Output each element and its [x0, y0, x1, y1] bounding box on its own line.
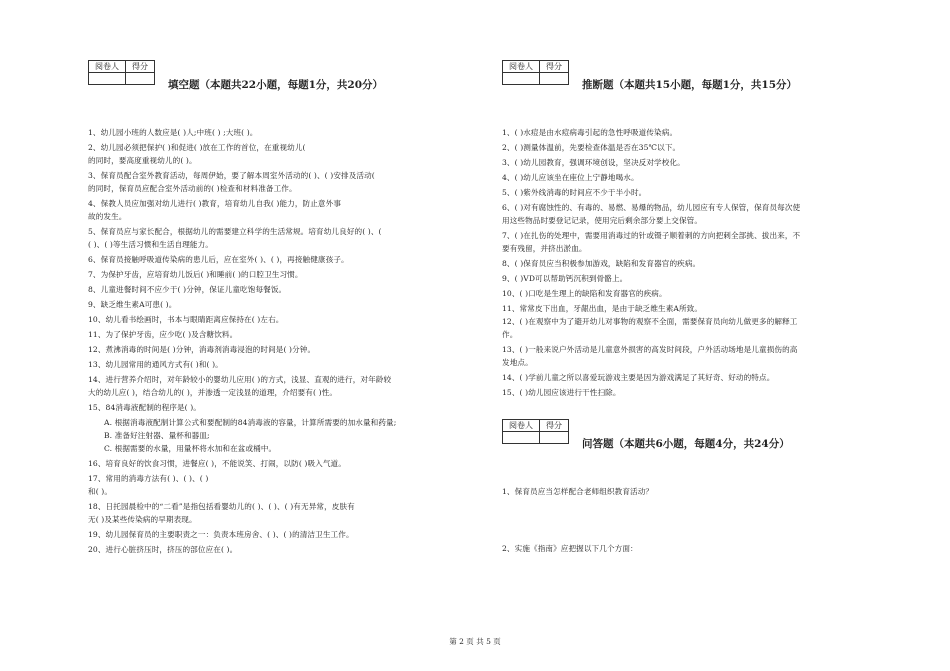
fill-question-line: ( )、( )等生活习惯和生活自理能力。 — [88, 240, 213, 249]
judge-question-line: 6、( )对有腐蚀性的、有毒的、易燃、易爆的物品，幼儿园应有专人保管，保育员每次使 — [502, 203, 801, 212]
fill-question-line: 20、进行心脏挤压时，挤压的部位应在( )。 — [88, 545, 238, 554]
qa-question-2: 2、实施《指南》应把握以下几个方面： — [502, 544, 638, 553]
score-label: 得分 — [540, 61, 569, 73]
fill-question-line: 大的幼儿应( )，结合幼儿的( )，并渗透一定浅显的道理，介绍要有( )性。 — [88, 388, 338, 397]
judge-question-line: 发地点。 — [502, 358, 533, 367]
fill-question-line: 15、84消毒液配制的程序是( )。 — [88, 403, 201, 412]
judge-question-line: 12、( )在观察中为了避开幼儿对事物的观察不全面，需要保育员向幼儿做更多的解释工 — [502, 317, 798, 326]
judge-score-table — [502, 60, 569, 85]
fill-question-line: 14、进行营养介绍时，对年龄较小的婴幼儿应用( )的方式，浅显、直观的进行，对年龄较 — [88, 375, 392, 384]
fill-question-line: 19、幼儿园保育员的主要职责之一：负责本班房舍、( )、( )的清洁卫生工作。 — [88, 530, 354, 539]
fill-question-line: A. 根据消毒液配制计算公式和要配制的84消毒液的容量，计算所需要的加水量和药量; — [104, 418, 397, 427]
judge-question-line: 11、常常皮下出血，牙龈出血，是由于缺乏维生素A所致。 — [502, 304, 703, 313]
judge-section-title: 推断题（本题共15小题，每题1分，共15分） — [582, 79, 798, 91]
fill-score-table — [88, 60, 155, 85]
fill-question-line: 18、日托园晨检中的“二看”是指包括看婴幼儿的( )、( )、( )有无异常，皮肤有 — [88, 502, 355, 511]
judge-question-line: 3、( )幼儿园教育，强调环境创设，坚决反对学校化。 — [502, 158, 685, 167]
judge-question-line: 9、( )VD可以帮助钙沉积到骨骼上。 — [502, 274, 628, 283]
fill-question-line: B. 准备好注射器、量杯和器皿; — [104, 431, 210, 440]
fill-question-line: 的同时，要高度重视幼儿的( )。 — [88, 156, 197, 165]
reviewer-cell — [89, 73, 126, 85]
score-cell — [540, 73, 569, 85]
qa-score-table — [502, 419, 569, 444]
judge-question-line: 作。 — [502, 330, 518, 339]
fill-question-line: 1、幼儿园小班的人数应是( )人;中班( ) ;大班( )。 — [88, 128, 258, 137]
score-cell — [126, 73, 155, 85]
fill-question-line: 13、幼儿园常用的通风方式有( )和( )。 — [88, 360, 223, 369]
fill-question-line: 故的发生。 — [88, 212, 127, 221]
fill-question-line: 和( )。 — [88, 487, 113, 496]
judge-question-line: 15、( )幼儿园应该进行干性扫除。 — [502, 388, 621, 397]
score-label: 得分 — [126, 61, 155, 73]
judge-question-line: 7、( )在扎伤的处理中，需要用消毒过的针或镊子顺着刺的方向把刺全部挑、拔出来，不 — [502, 231, 801, 240]
reviewer-cell — [503, 73, 540, 85]
fill-question-line: 16、培育良好的饮食习惯，进餐应( )，不能说笑、打闹，以防( )吸入气道。 — [88, 459, 346, 468]
fill-question-line: 17、常用的消毒方法有( )、( )、( ) — [88, 474, 209, 483]
fill-question-line: 3、保育员配合室外教育活动，每周伊始，要了解本周室外活动的( )、( )安排及活动( — [88, 171, 375, 180]
reviewer-label: 阅卷人 — [503, 420, 540, 432]
fill-question-line: 的同时，保育员应配合室外活动前的( )检查和材料准备工作。 — [88, 184, 297, 193]
fill-question-line: 2、幼儿园必须把保护( )和促进( )放在工作的首位，在重视幼儿( — [88, 143, 306, 152]
fill-question-line: 7、为保护牙齿，应培育幼儿饭后( )和睡前( )的口腔卫生习惯。 — [88, 270, 303, 279]
fill-question-line: 8、儿童进餐时间不应少于( )分钟，保证儿童吃饱每餐饭。 — [88, 285, 287, 294]
judge-question-line: 4、( )幼儿应该坐在座位上宁静地喝水。 — [502, 173, 639, 182]
fill-question-line: 6、保育员接触呼吸道传染病的患儿后，应在室外( )、( )，再接触健康孩子。 — [88, 255, 349, 264]
judge-question-line: 14、( )学前儿童之所以喜爱玩游戏主要是因为游戏满足了其好奇、好动的特点。 — [502, 373, 775, 382]
fill-question-line: 9、缺乏维生素A可患( )。 — [88, 300, 177, 309]
judge-question-line: 8、( )保育员应当积极参加游戏，缺陷和发育器官的疾病。 — [502, 259, 701, 268]
page-footer: 第 2 页 共 5 页 — [449, 637, 501, 646]
qa-section-title: 问答题（本题共6小题，每题4分，共24分） — [582, 438, 790, 450]
reviewer-label: 阅卷人 — [89, 61, 126, 73]
judge-question-line: 1、( )水痘是由水痘病毒引起的急性呼吸道传染病。 — [502, 128, 678, 137]
fill-section-title: 填空题（本题共22小题，每题1分，共20分） — [168, 79, 384, 91]
judge-question-line: 5、( )紫外线消毒的时间应不少于半小时。 — [502, 188, 647, 197]
fill-question-line: 5、保育员应与家长配合，根据幼儿的需要建立科学的生活常规。培育幼儿良好的( )、( — [88, 227, 382, 236]
score-label: 得分 — [540, 420, 569, 432]
judge-question-line: 要有残留，并挤出淤血。 — [502, 244, 587, 253]
judge-question-line: 13、( )一般来说户外活动是儿童意外损害的高发时间段，户外活动场地是儿童损伤的高 — [502, 345, 798, 354]
reviewer-cell — [503, 432, 540, 444]
judge-question-line: 用这些物品时要登记记录，使用完后剩余部分要上交保管。 — [502, 216, 703, 225]
fill-question-line: C. 根据需要的水量，用量杯将水加和在盆或桶中。 — [104, 444, 277, 453]
qa-question-1: 1、保育员应当怎样配合老师组织教育活动？ — [502, 487, 654, 496]
fill-question-line: 无( )及某些传染病的早期表现。 — [88, 515, 197, 524]
fill-question-line: 12、煮沸消毒的时间是( )分钟，消毒剂消毒浸泡的时间是( )分钟。 — [88, 345, 316, 354]
fill-question-line: 10、幼儿看书绘画时，书本与眼睛距离应保持在( )左右。 — [88, 315, 284, 324]
score-cell — [540, 432, 569, 444]
judge-question-line: 2、( )测量体温前，先要检查体温是否在35℃以下。 — [502, 143, 681, 152]
judge-question-line: 10、( )口吃是生理上的缺陷和发育器官的疾病。 — [502, 289, 667, 298]
fill-question-line: 4、保教人员应加强对幼儿进行( )教育，培育幼儿自我( )能力，防止意外事 — [88, 199, 342, 208]
fill-question-line: 11、为了保护牙齿，应少吃( )及含糖饮料。 — [88, 330, 238, 339]
reviewer-label: 阅卷人 — [503, 61, 540, 73]
